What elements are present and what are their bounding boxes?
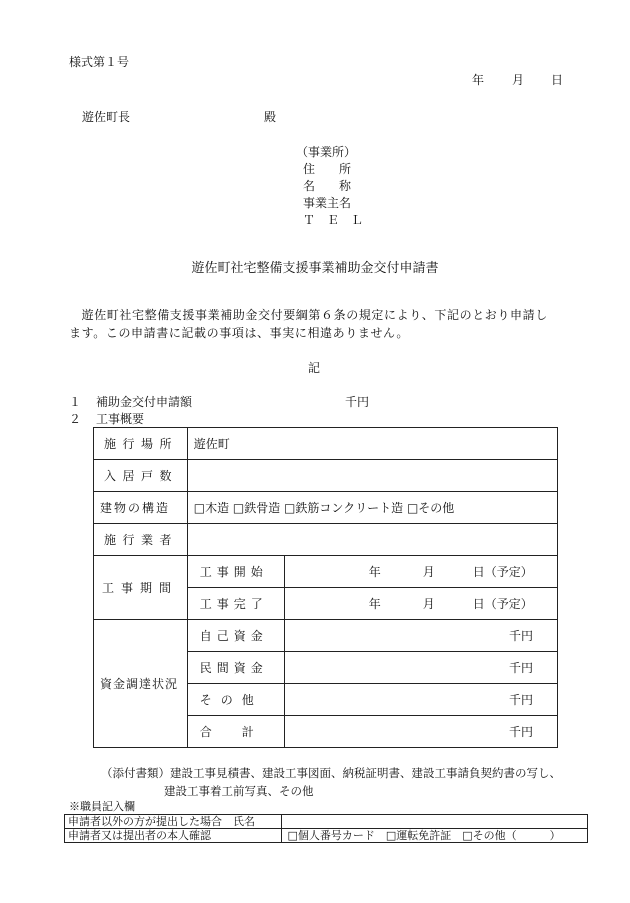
own-funds-value[interactable]: 千円 bbox=[284, 620, 557, 652]
start-label: 工事開始 bbox=[187, 556, 284, 588]
end-date[interactable] bbox=[284, 588, 557, 620]
funding-label: 資金調達状況 bbox=[94, 620, 188, 748]
office-address-label: 住 所 bbox=[303, 162, 352, 176]
start-day: 日（予定） bbox=[472, 564, 533, 579]
end-day: 日（予定） bbox=[472, 596, 533, 611]
own-funds-label: 自己資金 bbox=[187, 620, 284, 652]
document-title: 遊佐町社宅整備支援事業補助金交付申請書 bbox=[191, 261, 439, 276]
honorific: 殿 bbox=[264, 110, 277, 124]
period-label: 工事期間 bbox=[94, 556, 188, 620]
item1-label: 補助金交付申請額 bbox=[96, 395, 193, 409]
staff-row1-value[interactable] bbox=[281, 815, 588, 829]
ki-marker: 記 bbox=[308, 361, 321, 375]
table-row bbox=[94, 620, 558, 652]
item2-label: 工事概要 bbox=[96, 412, 145, 426]
other-funds-value[interactable]: 千円 bbox=[284, 684, 557, 716]
total-value[interactable]: 千円 bbox=[284, 716, 557, 748]
item2-number: ２ bbox=[69, 412, 82, 426]
office-heading: （事業所） bbox=[296, 145, 357, 159]
date-year: 年 bbox=[472, 73, 485, 87]
table-row bbox=[94, 524, 558, 556]
office-owner-label: 事業主名 bbox=[303, 196, 352, 210]
location-value[interactable]: 遊佐町 bbox=[187, 428, 557, 460]
total-label: 合計 bbox=[187, 716, 284, 748]
date-month: 月 bbox=[512, 73, 525, 87]
item1-number: １ bbox=[69, 395, 82, 409]
item1-unit: 千円 bbox=[345, 395, 370, 409]
structure-options[interactable]: □木造 □鉄骨造 □鉄筋コンクリート造 □その他 bbox=[187, 492, 557, 524]
addressee: 遊佐町長 bbox=[82, 110, 131, 124]
households-value[interactable] bbox=[187, 460, 557, 492]
contractor-value[interactable] bbox=[187, 524, 557, 556]
staff-row2-options[interactable]: □個人番号カード □運転免許証 □その他（ ） bbox=[281, 829, 588, 843]
location-label: 施行場所 bbox=[94, 428, 188, 460]
structure-label: 建物の構造 bbox=[94, 492, 188, 524]
households-label: 入居戸数 bbox=[94, 460, 188, 492]
start-year: 年 bbox=[368, 564, 381, 579]
staff-table bbox=[64, 814, 588, 843]
end-label: 工事完了 bbox=[187, 588, 284, 620]
attachments-line2: 建設工事着工前写真、その他 bbox=[164, 784, 314, 798]
private-funds-label: 民間資金 bbox=[187, 652, 284, 684]
overview-table bbox=[93, 427, 558, 748]
other-funds-label: その他 bbox=[187, 684, 284, 716]
table-row bbox=[94, 428, 558, 460]
form-number: 様式第１号 bbox=[69, 55, 130, 69]
contractor-label: 施行業者 bbox=[94, 524, 188, 556]
body-paragraph: 遊佐町社宅整備支援事業補助金交付要綱第６条の規定により、下記のとおり申請します。この申請書に記載の事項は、事実に相違ありません。 bbox=[69, 308, 548, 340]
staff-row2-label: 申請者又は提出者の本人確認 bbox=[65, 829, 282, 843]
end-month: 月 bbox=[422, 596, 435, 611]
attachments-line1: （添付書類）建設工事見積書、建設工事図面、納税証明書、建設工事請負契約書の写し、 bbox=[101, 766, 561, 780]
end-year: 年 bbox=[368, 596, 381, 611]
table-row bbox=[94, 556, 558, 588]
staff-heading: ※職員記入欄 bbox=[69, 800, 135, 813]
office-name-label: 名 称 bbox=[303, 179, 352, 193]
table-row bbox=[65, 829, 588, 843]
date-day: 日 bbox=[551, 73, 564, 87]
office-tel-label: Ｔ Ｅ Ｌ bbox=[303, 213, 364, 227]
table-row bbox=[94, 492, 558, 524]
private-funds-value[interactable]: 千円 bbox=[284, 652, 557, 684]
table-row bbox=[65, 815, 588, 829]
start-month: 月 bbox=[422, 564, 435, 579]
table-row bbox=[94, 460, 558, 492]
staff-row1-label: 申請者以外の方が提出した場合 氏名 bbox=[65, 815, 282, 829]
start-date[interactable] bbox=[284, 556, 557, 588]
